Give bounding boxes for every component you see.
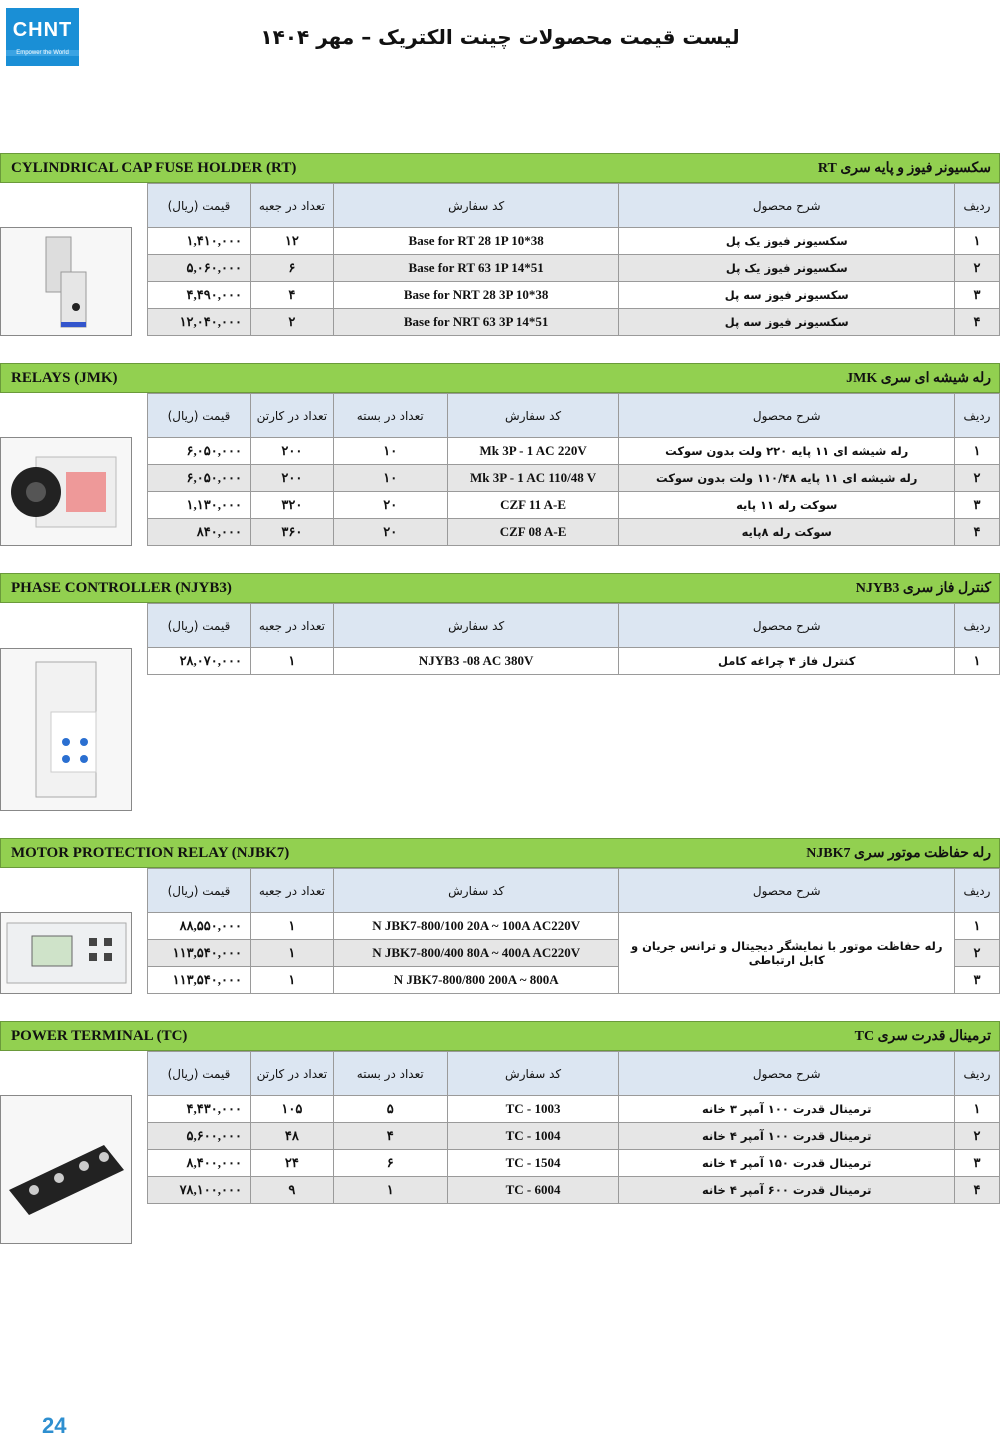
product-description: رله شیشه ای ۱۱ پایه ۲۲۰ ولت بدون سوکت <box>619 438 955 465</box>
price-table <box>147 393 1000 546</box>
column-header: تعداد در جعبه <box>250 604 333 648</box>
column-header: شرح محصول <box>619 184 955 228</box>
column-header: شرح محصول <box>619 869 955 913</box>
column-header: تعداد در کارتن <box>250 394 333 438</box>
table-row <box>148 282 1000 309</box>
quantity-cell: ۱ <box>250 648 333 675</box>
order-code-cell: N JBK7-800/800 200A ~ 800A <box>333 967 619 994</box>
product-description: سوکت رله ۸پایه <box>619 519 955 546</box>
product-image <box>0 1095 132 1244</box>
row-number: ۱ <box>954 438 999 465</box>
price-cell: ۵,۰۶۰,۰۰۰ <box>148 255 251 282</box>
quantity-cell: ۲۴ <box>250 1150 333 1177</box>
section-title-fa: رله شیشه ای سری JMK <box>846 370 991 386</box>
column-header: شرح محصول <box>619 604 955 648</box>
column-header: کد سفارش <box>447 394 619 438</box>
order-code-cell: Base for NRT 63 3P 14*51 <box>333 309 619 336</box>
price-cell: ۱,۱۳۰,۰۰۰ <box>148 492 251 519</box>
product-description: رله حفاظت موتور با نمایشگر دیجیتال و ترانس جریان و کابل ارتباطی <box>619 913 955 994</box>
table-row <box>148 228 1000 255</box>
section-header-bar <box>0 1021 1000 1051</box>
column-header: تعداد در کارتن <box>250 1052 333 1096</box>
product-description: سکسیونر فیوز یک پل <box>619 228 955 255</box>
order-code-cell: Base for NRT 28 3P 10*38 <box>333 282 619 309</box>
quantity-cell: ۲ <box>250 309 333 336</box>
row-number: ۳ <box>954 492 999 519</box>
price-table <box>147 183 1000 336</box>
table-row <box>148 1177 1000 1204</box>
quantity-cell: ۱۲ <box>250 228 333 255</box>
price-cell: ۱,۴۱۰,۰۰۰ <box>148 228 251 255</box>
product-section <box>0 573 1000 603</box>
section-header-bar <box>0 363 1000 393</box>
product-section <box>0 363 1000 393</box>
row-number: ۱ <box>955 228 1000 255</box>
product-description: ترمینال قدرت ۱۰۰ آمپر ۳ خانه <box>619 1096 955 1123</box>
table-row <box>148 492 1000 519</box>
price-cell: ۱۲,۰۴۰,۰۰۰ <box>148 309 251 336</box>
order-code-cell: CZF 11 A-E <box>447 492 619 519</box>
row-number: ۲ <box>954 465 999 492</box>
price-table <box>147 868 1000 994</box>
product-image <box>0 227 132 336</box>
column-header: شرح محصول <box>619 394 955 438</box>
table-row <box>148 255 1000 282</box>
quantity-cell: ۲۰۰ <box>250 465 333 492</box>
price-cell: ۶,۰۵۰,۰۰۰ <box>148 438 251 465</box>
quantity-cell: ۵ <box>333 1096 447 1123</box>
row-number: ۴ <box>954 1177 999 1204</box>
quantity-cell: ۲۰ <box>333 492 447 519</box>
quantity-cell: ۳۲۰ <box>250 492 333 519</box>
quantity-cell: ۳۶۰ <box>250 519 333 546</box>
section-header-bar <box>0 838 1000 868</box>
column-header: تعداد در جعبه <box>250 184 333 228</box>
price-cell: ۱۱۳,۵۴۰,۰۰۰ <box>148 940 251 967</box>
price-table <box>147 1051 1000 1204</box>
section-title-fa: ترمینال قدرت سری TC <box>854 1028 991 1044</box>
section-title-fa: کنترل فاز سری NJYB3 <box>855 580 991 596</box>
order-code-cell: TC - 1004 <box>447 1123 619 1150</box>
table-header-row <box>148 1052 1000 1096</box>
table-header-row <box>148 604 1000 648</box>
product-image <box>0 648 132 811</box>
price-table <box>147 603 1000 675</box>
table-row <box>148 1150 1000 1177</box>
row-number: ۱ <box>955 913 1000 940</box>
table-row <box>148 913 1000 940</box>
table-header-row <box>148 394 1000 438</box>
row-number: ۱ <box>954 648 999 675</box>
column-header: قیمت (ریال) <box>148 604 251 648</box>
product-section <box>0 838 1000 868</box>
table-header-row <box>148 869 1000 913</box>
price-cell: ۷۸,۱۰۰,۰۰۰ <box>148 1177 251 1204</box>
product-description: کنترل فاز ۴ چراغه کامل <box>619 648 955 675</box>
column-header: کد سفارش <box>333 604 619 648</box>
column-header: کد سفارش <box>333 869 619 913</box>
table-header-row <box>148 184 1000 228</box>
page-number: 24 <box>42 1413 67 1438</box>
order-code-cell: TC - 1003 <box>447 1096 619 1123</box>
row-number: ۴ <box>955 309 1000 336</box>
quantity-cell: ۴ <box>333 1123 447 1150</box>
column-header: ردیف <box>954 1052 999 1096</box>
page-title: لیست قیمت محصولات چینت الکتریک – مهر ۱۴۰۴ <box>260 25 740 49</box>
row-number: ۴ <box>954 519 999 546</box>
order-code-cell: NJYB3 -08 AC 380V <box>333 648 619 675</box>
table-row <box>148 1096 1000 1123</box>
price-cell: ۴,۴۹۰,۰۰۰ <box>148 282 251 309</box>
product-description: سکسیونر فیوز سه پل <box>619 309 955 336</box>
order-code-cell: Mk 3P - 1 AC 220V <box>447 438 619 465</box>
row-number: ۲ <box>954 1123 999 1150</box>
column-header: کد سفارش <box>447 1052 619 1096</box>
quantity-cell: ۴۸ <box>250 1123 333 1150</box>
quantity-cell: ۱ <box>250 940 333 967</box>
column-header: تعداد در بسته <box>333 1052 447 1096</box>
order-code-cell: Mk 3P - 1 AC 110/48 V <box>447 465 619 492</box>
order-code-cell: CZF 08 A-E <box>447 519 619 546</box>
quantity-cell: ۱ <box>250 967 333 994</box>
quantity-cell: ۱ <box>250 913 333 940</box>
section-title-fa: سکسیونر فیوز و پایه سری RT <box>817 160 991 176</box>
column-header: ردیف <box>954 394 999 438</box>
product-description: سکسیونر فیوز سه پل <box>619 282 955 309</box>
price-cell: ۶,۰۵۰,۰۰۰ <box>148 465 251 492</box>
product-description: ترمینال قدرت ۱۰۰ آمپر ۴ خانه <box>619 1123 955 1150</box>
price-cell: ۵,۶۰۰,۰۰۰ <box>148 1123 251 1150</box>
price-cell: ۸۴۰,۰۰۰ <box>148 519 251 546</box>
table-row <box>148 1123 1000 1150</box>
row-number: ۲ <box>955 255 1000 282</box>
quantity-cell: ۱ <box>333 1177 447 1204</box>
product-image <box>0 437 132 546</box>
section-header-bar <box>0 573 1000 603</box>
table-row <box>148 309 1000 336</box>
quantity-cell: ۹ <box>250 1177 333 1204</box>
column-header: تعداد در جعبه <box>250 869 333 913</box>
row-number: ۱ <box>954 1096 999 1123</box>
quantity-cell: ۶ <box>250 255 333 282</box>
section-title-en: PHASE CONTROLLER (NJYB3) <box>11 579 232 596</box>
product-section <box>0 153 1000 183</box>
row-number: ۳ <box>954 1150 999 1177</box>
chint-logo <box>6 8 79 66</box>
column-header: قیمت (ریال) <box>148 394 251 438</box>
price-cell: ۲۸,۰۷۰,۰۰۰ <box>148 648 251 675</box>
table-row <box>148 438 1000 465</box>
table-row <box>148 519 1000 546</box>
section-title-en: MOTOR PROTECTION RELAY (NJBK7) <box>11 844 290 861</box>
order-code-cell: TC - 6004 <box>447 1177 619 1204</box>
row-number: ۳ <box>955 967 1000 994</box>
column-header: ردیف <box>955 869 1000 913</box>
column-header: قیمت (ریال) <box>148 184 251 228</box>
quantity-cell: ۴ <box>250 282 333 309</box>
product-image <box>0 912 132 994</box>
column-header: ردیف <box>954 604 999 648</box>
row-number: ۲ <box>955 940 1000 967</box>
column-header: ردیف <box>955 184 1000 228</box>
table-row <box>148 648 1000 675</box>
price-cell: ۸۸,۵۵۰,۰۰۰ <box>148 913 251 940</box>
quantity-cell: ۲۰۰ <box>250 438 333 465</box>
product-description: رله شیشه ای ۱۱ پایه ۱۱۰/۴۸ ولت بدون سوکت <box>619 465 955 492</box>
column-header: تعداد در بسته <box>333 394 447 438</box>
order-code-cell: Base for RT 63 1P 14*51 <box>333 255 619 282</box>
price-cell: ۱۱۳,۵۴۰,۰۰۰ <box>148 967 251 994</box>
product-description: ترمینال قدرت ۶۰۰ آمپر ۴ خانه <box>619 1177 955 1204</box>
product-description: سوکت رله ۱۱ پایه <box>619 492 955 519</box>
product-section <box>0 1021 1000 1051</box>
quantity-cell: ۱۰۵ <box>250 1096 333 1123</box>
table-row <box>148 465 1000 492</box>
quantity-cell: ۱۰ <box>333 438 447 465</box>
logo-tagline: Empower the World <box>6 50 79 56</box>
section-header-bar <box>0 153 1000 183</box>
quantity-cell: ۱۰ <box>333 465 447 492</box>
column-header: قیمت (ریال) <box>148 869 251 913</box>
section-title-en: POWER TERMINAL (TC) <box>11 1027 188 1044</box>
order-code-cell: N JBK7-800/100 20A ~ 100A AC220V <box>333 913 619 940</box>
quantity-cell: ۲۰ <box>333 519 447 546</box>
section-title-fa: رله حفاظت موتور سری NJBK7 <box>806 845 991 861</box>
column-header: شرح محصول <box>619 1052 955 1096</box>
order-code-cell: TC - 1504 <box>447 1150 619 1177</box>
section-title-en: CYLINDRICAL CAP FUSE HOLDER (RT) <box>11 159 297 176</box>
section-title-en: RELAYS (JMK) <box>11 369 118 386</box>
column-header: قیمت (ریال) <box>148 1052 251 1096</box>
product-description: سکسیونر فیوز یک پل <box>619 255 955 282</box>
order-code-cell: Base for RT 28 1P 10*38 <box>333 228 619 255</box>
order-code-cell: N JBK7-800/400 80A ~ 400A AC220V <box>333 940 619 967</box>
logo-text: CHNT <box>12 19 73 41</box>
price-cell: ۸,۴۰۰,۰۰۰ <box>148 1150 251 1177</box>
column-header: کد سفارش <box>333 184 619 228</box>
product-description: ترمینال قدرت ۱۵۰ آمپر ۴ خانه <box>619 1150 955 1177</box>
price-cell: ۴,۴۳۰,۰۰۰ <box>148 1096 251 1123</box>
row-number: ۳ <box>955 282 1000 309</box>
quantity-cell: ۶ <box>333 1150 447 1177</box>
